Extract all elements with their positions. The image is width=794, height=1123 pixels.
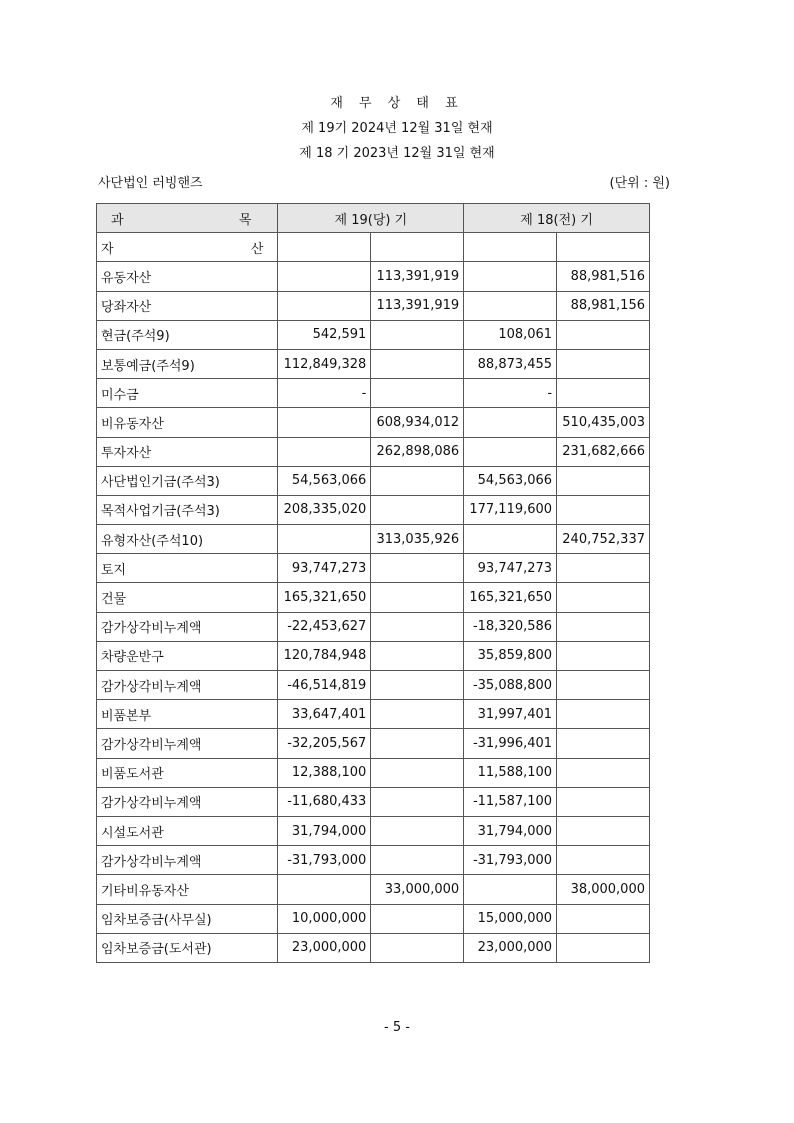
prior-detail-cell: 23,000,000: [464, 933, 557, 962]
table-row: [97, 846, 650, 875]
current-total-cell: [371, 379, 464, 408]
current-detail-cell: -46,514,819: [278, 671, 371, 700]
prior-detail-cell: -31,996,401: [464, 729, 557, 758]
prior-detail-cell: 165,321,650: [464, 583, 557, 612]
prior-total-cell: 88,981,156: [557, 291, 650, 320]
current-detail-cell: -22,453,627: [278, 612, 371, 641]
current-detail-cell: [278, 525, 371, 554]
row-label: 임차보증금(사무실): [97, 904, 278, 933]
prior-total-cell: 510,435,003: [557, 408, 650, 437]
row-label: 시설도서관: [97, 816, 278, 845]
prior-total-cell: [557, 758, 650, 787]
row-label: 미수금: [97, 379, 278, 408]
table-row: [97, 933, 650, 962]
row-label: 기타비유동자산: [97, 875, 278, 904]
current-detail-cell: -11,680,433: [278, 787, 371, 816]
current-detail-cell: [278, 291, 371, 320]
table-header-row: [97, 204, 650, 233]
prior-total-cell: 240,752,337: [557, 525, 650, 554]
table-row: [97, 495, 650, 524]
current-total-cell: [371, 554, 464, 583]
current-detail-cell: -32,205,567: [278, 729, 371, 758]
prior-total-cell: [557, 583, 650, 612]
prior-detail-cell: 31,794,000: [464, 816, 557, 845]
current-total-cell: [371, 612, 464, 641]
prior-total-cell: [557, 641, 650, 670]
company-name: 사단법인 러빙핸즈: [98, 176, 203, 191]
current-detail-cell: 165,321,650: [278, 583, 371, 612]
prior-detail-cell: [464, 525, 557, 554]
prior-detail-cell: [464, 408, 557, 437]
table-row: [97, 816, 650, 845]
table-row: [97, 787, 650, 816]
prior-total-cell: 88,981,516: [557, 262, 650, 291]
table-row: [97, 554, 650, 583]
current-total-cell: [371, 787, 464, 816]
row-label: 투자자산: [97, 437, 278, 466]
current-total-cell: [371, 641, 464, 670]
current-detail-cell: 54,563,066: [278, 466, 371, 495]
current-total-cell: [371, 816, 464, 845]
current-total-cell: 313,035,926: [371, 525, 464, 554]
current-detail-cell: 33,647,401: [278, 700, 371, 729]
row-label: 유형자산(주석10): [97, 525, 278, 554]
current-total-cell: 608,934,012: [371, 408, 464, 437]
prior-detail-cell: [464, 262, 557, 291]
current-total-cell: [371, 904, 464, 933]
prior-detail-cell: 54,563,066: [464, 466, 557, 495]
row-label: 비품본부: [97, 700, 278, 729]
prior-total-cell: [557, 671, 650, 700]
current-detail-cell: 23,000,000: [278, 933, 371, 962]
prior-detail-cell: [464, 437, 557, 466]
prior-detail-cell: -35,088,800: [464, 671, 557, 700]
table-row: [97, 729, 650, 758]
table-row: [97, 320, 650, 349]
prior-detail-cell: 35,859,800: [464, 641, 557, 670]
current-total-cell: 113,391,919: [371, 262, 464, 291]
prior-detail-cell: 177,119,600: [464, 495, 557, 524]
row-label: 감가상각비누계액: [97, 787, 278, 816]
row-label: 목적사업기금(주석3): [97, 495, 278, 524]
currency-unit: (단위 : 원): [609, 176, 670, 191]
prior-detail-cell: [464, 291, 557, 320]
prior-total-cell: [557, 787, 650, 816]
prior-total-cell: [557, 466, 650, 495]
row-label: 유동자산: [97, 262, 278, 291]
row-label: 감가상각비누계액: [97, 846, 278, 875]
table-row: [97, 612, 650, 641]
current-total-cell: [371, 320, 464, 349]
prior-detail-cell: 31,997,401: [464, 700, 557, 729]
table-row: [97, 700, 650, 729]
current-total-cell: [371, 700, 464, 729]
balance-sheet-table: [96, 203, 650, 963]
prior-period: 제 18 기 2023년 12월 31일 현재: [299, 146, 495, 161]
current-total-cell: [371, 583, 464, 612]
prior-detail-cell: 93,747,273: [464, 554, 557, 583]
current-detail-cell: [278, 437, 371, 466]
prior-total-cell: 38,000,000: [557, 875, 650, 904]
table-row: [97, 904, 650, 933]
table-row: [97, 408, 650, 437]
table-row: [97, 583, 650, 612]
prior-detail-cell: -18,320,586: [464, 612, 557, 641]
prior-detail-cell: 108,061: [464, 320, 557, 349]
current-detail-cell: [278, 875, 371, 904]
prior-total-cell: [557, 904, 650, 933]
row-label: 현금(주석9): [97, 320, 278, 349]
row-label: 건물: [97, 583, 278, 612]
row-label: 차량운반구: [97, 641, 278, 670]
current-total-cell: [371, 495, 464, 524]
row-label: 감가상각비누계액: [97, 612, 278, 641]
prior-detail-cell: [464, 875, 557, 904]
current-total-cell: [371, 758, 464, 787]
prior-detail-cell: -: [464, 379, 557, 408]
current-detail-cell: 542,591: [278, 320, 371, 349]
table-row: [97, 466, 650, 495]
prior-total-cell: [557, 349, 650, 378]
prior-detail-cell: 88,873,455: [464, 349, 557, 378]
prior-detail-cell: 15,000,000: [464, 904, 557, 933]
current-detail-cell: 10,000,000: [278, 904, 371, 933]
row-label: 임차보증금(도서관): [97, 933, 278, 962]
prior-total-cell: [557, 320, 650, 349]
current-total-cell: [371, 349, 464, 378]
current-detail-cell: 12,388,100: [278, 758, 371, 787]
prior-total-cell: [557, 846, 650, 875]
table-row: [97, 379, 650, 408]
table-row: [97, 291, 650, 320]
prior-total-cell: [557, 554, 650, 583]
current-period: 제 19기 2024년 12월 31일 현재: [301, 121, 493, 136]
prior-total-cell: [557, 700, 650, 729]
current-detail-cell: 120,784,948: [278, 641, 371, 670]
current-total-cell: 113,391,919: [371, 291, 464, 320]
title-block: [0, 92, 794, 166]
table-row: [97, 671, 650, 700]
table-row: [97, 262, 650, 291]
prior-total-cell: [557, 729, 650, 758]
row-label: 비품도서관: [97, 758, 278, 787]
statement-title: 재 무 상 태 표: [330, 96, 464, 111]
prior-total-cell: [557, 495, 650, 524]
header-item: 과 목: [97, 204, 278, 233]
table-row: [97, 758, 650, 787]
current-total-cell: [371, 933, 464, 962]
row-label: 사단법인기금(주석3): [97, 466, 278, 495]
row-label: 비유동자산: [97, 408, 278, 437]
table-row: [97, 641, 650, 670]
row-label: 보통예금(주석9): [97, 349, 278, 378]
table-row: [97, 525, 650, 554]
prior-total-cell: [557, 379, 650, 408]
page-number: - 5 -: [384, 1020, 410, 1035]
row-label: 감가상각비누계액: [97, 671, 278, 700]
row-label: 당좌자산: [97, 291, 278, 320]
current-total-cell: [371, 671, 464, 700]
section-label: 자 산: [97, 233, 278, 262]
header-prior-period: 제 18(전) 기: [464, 204, 650, 233]
current-total-cell: [371, 466, 464, 495]
prior-detail-cell: -31,793,000: [464, 846, 557, 875]
current-detail-cell: 208,335,020: [278, 495, 371, 524]
prior-total-cell: [557, 816, 650, 845]
header-current-period: 제 19(당) 기: [278, 204, 464, 233]
current-detail-cell: [278, 262, 371, 291]
table-row: [97, 349, 650, 378]
table-row: [97, 437, 650, 466]
current-total-cell: 33,000,000: [371, 875, 464, 904]
current-total-cell: [371, 846, 464, 875]
prior-detail-cell: -11,587,100: [464, 787, 557, 816]
prior-detail-cell: 11,588,100: [464, 758, 557, 787]
prior-total-cell: 231,682,666: [557, 437, 650, 466]
section-row-assets: [97, 233, 650, 262]
current-detail-cell: [278, 408, 371, 437]
current-total-cell: 262,898,086: [371, 437, 464, 466]
prior-total-cell: [557, 933, 650, 962]
current-detail-cell: -: [278, 379, 371, 408]
current-detail-cell: 31,794,000: [278, 816, 371, 845]
table-row: [97, 875, 650, 904]
prior-total-cell: [557, 612, 650, 641]
current-detail-cell: 93,747,273: [278, 554, 371, 583]
current-total-cell: [371, 729, 464, 758]
current-detail-cell: 112,849,328: [278, 349, 371, 378]
row-label: 토지: [97, 554, 278, 583]
current-detail-cell: -31,793,000: [278, 846, 371, 875]
row-label: 감가상각비누계액: [97, 729, 278, 758]
